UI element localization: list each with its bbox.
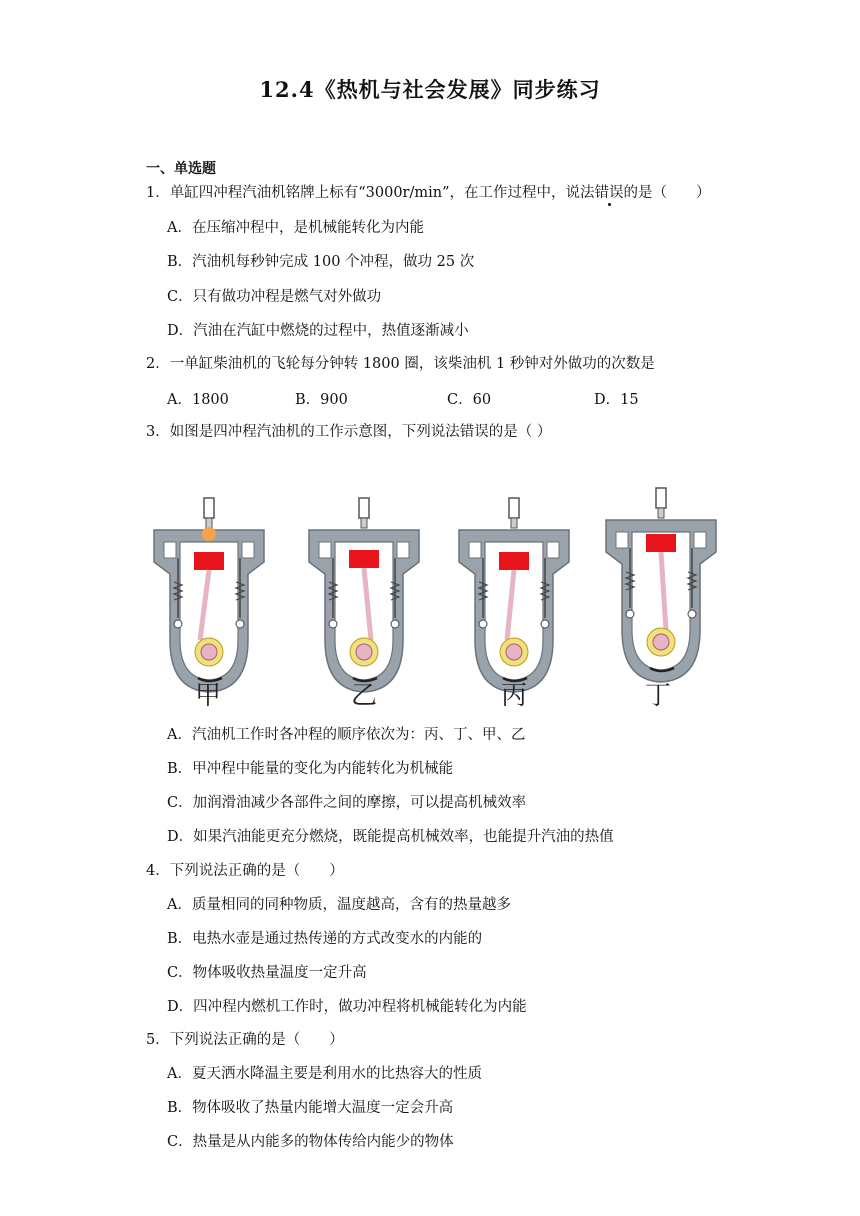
question-3-option-d: D．如果汽油能更充分燃烧，既能提高机械效率，也能提升汽油的热值 xyxy=(167,829,614,845)
question-2-stem: 2．一单缸柴油机的飞轮每分钟转 1800 圈，该柴油机 1 秒钟对外做功的次数是 xyxy=(146,356,655,372)
question-4-option-a: A．质量相同的同种物质，温度越高，含有的热量越多 xyxy=(167,897,511,913)
question-1-option-d: D．汽油在汽缸中燃烧的过程中，热值逐渐减小 xyxy=(167,323,469,339)
question-2-option-b: B．900 xyxy=(295,392,348,408)
figure-label-yi: 乙 xyxy=(350,681,378,711)
document-title: 12.4《热机与社会发展》同步练习 xyxy=(259,77,601,102)
question-5-option-b: B．物体吸收了热量内能增大温度一定会升高 xyxy=(167,1100,454,1116)
question-3-option-b: B．甲冲程中能量的变化为内能转化为机械能 xyxy=(167,761,454,777)
question-1-option-b: B．汽油机每秒钟完成 100 个冲程，做功 25 次 xyxy=(167,254,475,270)
question-5-option-c: C．热量是从内能多的物体传给内能少的物体 xyxy=(167,1134,454,1150)
question-4-stem: 4．下列说法正确的是（ ） xyxy=(146,863,344,879)
question-5-stem: 5．下列说法正确的是（ ） xyxy=(146,1032,344,1048)
question-4-option-b: B．电热水壶是通过热传递的方式改变水的内能的 xyxy=(167,931,483,947)
figure-label-jia: 甲 xyxy=(194,681,222,711)
question-2-option-a: A．1800 xyxy=(167,392,229,408)
question-5-option-a: A．夏天洒水降温主要是利用水的比热容大的性质 xyxy=(167,1066,482,1082)
question-3-stem: 3．如图是四冲程汽油机的工作示意图，下列说法错误的是（ ） xyxy=(146,424,552,440)
engine-strokes-figure xyxy=(150,466,730,714)
question-1-option-a: A．在压缩冲程中，是机械能转化为内能 xyxy=(167,220,424,236)
question-4-option-c: C．物体吸收热量温度一定升高 xyxy=(167,965,367,981)
engine-jia xyxy=(154,498,264,692)
section-heading: 一、单选题 xyxy=(146,161,216,177)
engine-yi xyxy=(309,498,419,692)
question-4-option-d: D．四冲程内燃机工作时，做功冲程将机械能转化为内能 xyxy=(167,999,527,1015)
question-3-option-c: C．加润滑油减少各部件之间的摩擦，可以提高机械效率 xyxy=(167,795,527,811)
engine-ding xyxy=(606,488,716,682)
figure-label-ding: 丁 xyxy=(644,681,672,711)
question-2-option-d: D．15 xyxy=(594,392,639,408)
question-3-option-a: A．汽油机工作时各冲程的顺序依次为：丙、丁、甲、乙 xyxy=(167,727,526,743)
emphasis-text: 错误 xyxy=(594,185,624,201)
question-1-option-c: C．只有做功冲程是燃气对外做功 xyxy=(167,289,382,305)
question-2-option-c: C．60 xyxy=(447,392,492,408)
question-1-stem: 1．单缸四冲程汽油机铭牌上标有“3000r/min”，在工作过程中，说法错误的是（ ） xyxy=(146,185,711,201)
figure-label-bing: 丙 xyxy=(500,681,528,711)
engine-bing xyxy=(459,498,569,692)
